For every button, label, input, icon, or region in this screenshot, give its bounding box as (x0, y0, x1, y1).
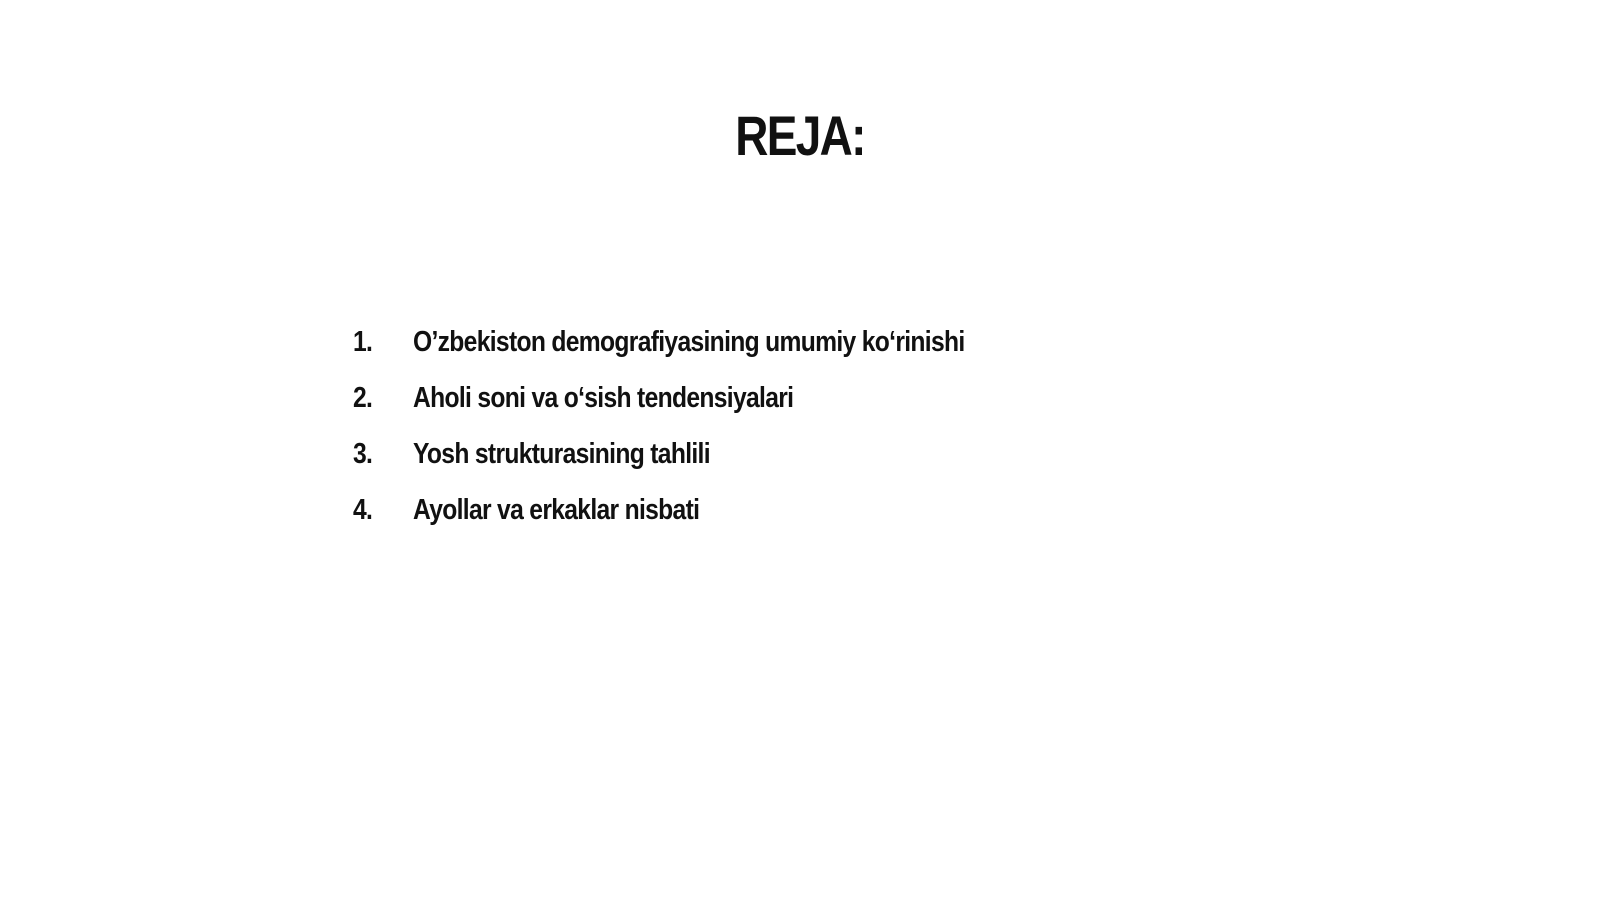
list-item (353, 494, 1062, 550)
list-item-text: Yosh strukturasining tahlili (413, 438, 710, 470)
list-item-number: 4. (353, 494, 373, 526)
agenda-list (353, 326, 1062, 550)
list-item-number: 1. (353, 326, 373, 358)
list-item (353, 326, 1062, 382)
list-item-number: 2. (353, 382, 373, 414)
list-item-text: O’zbekiston demografiyasining umumiy ko‘rinishi (413, 326, 965, 358)
list-item-number: 3. (353, 438, 373, 470)
list-item (353, 438, 1062, 494)
list-item (353, 382, 1062, 438)
list-item-text: Aholi soni va o‘sish tendensiyalari (413, 382, 794, 414)
list-item-text: Ayollar va erkaklar nisbati (413, 494, 700, 526)
slide-title: REJA: (735, 104, 865, 167)
